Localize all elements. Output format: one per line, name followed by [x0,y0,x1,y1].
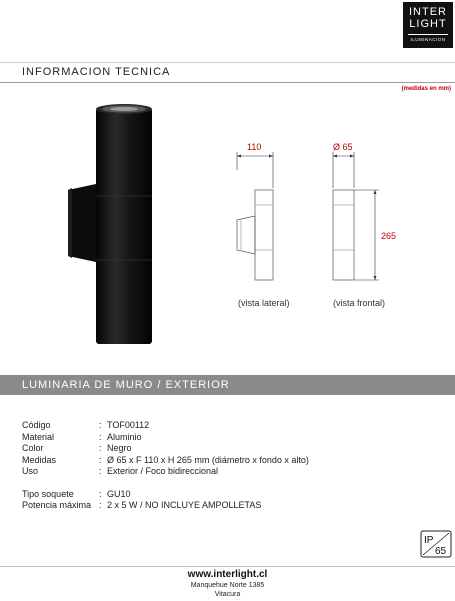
side-view-drawing [237,152,273,280]
spec-value: GU10 [107,488,131,499]
spec-colon: : [99,488,102,499]
spec-colon: : [99,500,102,510]
technical-drawings [225,140,445,320]
front-view-drawing [333,152,379,280]
header-divider [0,82,455,83]
front-view-caption: (vista frontal) [333,298,386,308]
spec-row-use [22,466,309,478]
ip-badge-top: IP [424,535,434,546]
spec-key: Uso [22,466,39,476]
product-image [60,100,170,350]
spec-key: Color [22,443,44,453]
side-view-caption: (vista lateral) [238,298,290,308]
spec-key: Potencia máxima [22,500,92,510]
dimension-height-label: 265 [381,231,397,241]
spec-colon: : [99,420,102,430]
spec-colon: : [99,466,102,476]
spec-row-dimensions [22,455,309,467]
measurement-unit-note: (medidas en mm) [401,86,451,92]
ip65-icon [420,530,452,558]
spec-colon: : [99,454,102,465]
spec-row-material [22,432,309,444]
spec-value: Exterior / Foco bidireccional [107,466,219,476]
wall-bracket [68,184,96,262]
section-title-technical-info: INFORMACION TECNICA [22,66,171,78]
cylinder-body [96,108,152,344]
dimension-depth-label: 110 [247,142,262,152]
spec-value: Aluminio [107,431,142,442]
footer-divider [0,566,455,567]
brand-logo [403,2,453,48]
website-link[interactable]: www.interlight.cl [187,569,268,580]
footer [0,569,455,599]
specs-table [22,420,309,512]
spec-row-socket [22,489,309,501]
spec-value: 2 x 5 W / NO INCLUYE AMPOLLETAS [107,500,262,510]
logo-line-1: INTER [409,6,447,18]
dimension-diameter-label: Ø 65 [333,142,353,152]
spec-colon: : [99,431,102,442]
header-divider-top [0,62,455,63]
section-title-product-type: LUMINARIA DE MURO / EXTERIOR [22,379,230,391]
spec-value: TOF00112 [107,420,150,430]
spec-value: Ø 65 x F 110 x H 265 mm (diámetro x fondo x alto) [107,454,309,465]
spec-row-color [22,443,309,455]
spec-key: Código [22,420,51,430]
address-line-1: Manquehue Norte 1385 [190,582,265,589]
spec-row-power [22,500,309,512]
spec-key: Medidas [22,454,57,465]
logo-line-3: ILUMINACION [408,34,448,42]
spec-key: Tipo soquete [22,488,74,499]
ip-badge-bottom: 65 [435,546,447,557]
address-line-2: Vitacura [214,591,241,598]
logo-line-2: LIGHT [409,18,447,30]
spec-colon: : [99,443,102,453]
spec-value: Negro [107,443,132,453]
section-band [0,375,455,395]
spec-row-code [22,420,309,432]
spec-key: Material [22,431,55,442]
